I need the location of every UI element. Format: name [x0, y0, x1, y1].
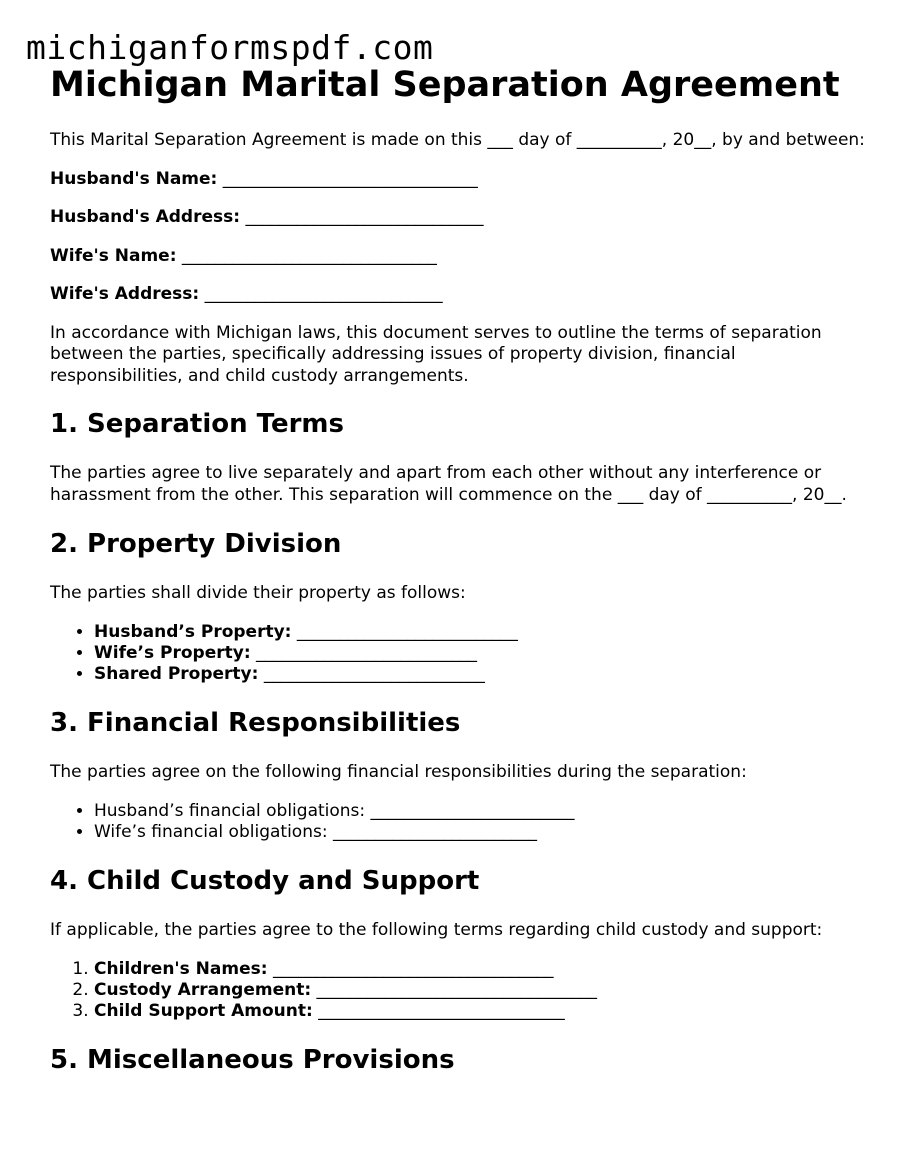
agreement-document [50, 62, 870, 1077]
property-division-text: The parties shall divide their property as follows: [50, 583, 466, 603]
purpose-paragraph: In accordance with Michigan laws, this document serves to outline the terms of separation between the parties, specifically addressing issues of property division, financial responsibilities, and child custody arrangements. [50, 322, 822, 386]
husband-name-field [50, 169, 870, 191]
custody-list [50, 959, 870, 1023]
document-title: Michigan Marital Separation Agreement [50, 65, 840, 105]
husband-property-blank[interactable]: __________________________ [296, 621, 518, 642]
intro-paragraph: This Marital Separation Agreement is made on this ___ day of __________, 20__, by and between: [50, 130, 865, 150]
section-heading-financial-responsibilities: 3. Financial Responsibilities [50, 708, 461, 739]
wife-name-field [50, 246, 870, 268]
item-label: Shared Property: [94, 663, 259, 684]
item-label: Custody Arrangement: [94, 979, 312, 1000]
field-label: Wife's Name: [50, 245, 177, 266]
item-label: Husband’s financial obligations: [94, 800, 366, 821]
field-label: Wife's Address: [50, 284, 200, 304]
list-item [94, 959, 870, 980]
item-label: Wife’s financial obligations: [94, 821, 328, 842]
item-label: Child Support Amount: [94, 1000, 313, 1021]
item-label: Husband’s Property: [94, 621, 292, 642]
section-heading-miscellaneous: 5. Miscellaneous Provisions [50, 1045, 455, 1076]
wife-name-blank[interactable]: ______________________________ [181, 245, 437, 266]
wife-property-blank[interactable]: __________________________ [256, 642, 478, 663]
husband-name-blank[interactable]: ______________________________ [222, 168, 478, 189]
section-heading-property-division: 2. Property Division [50, 529, 342, 559]
list-item [94, 664, 870, 685]
child-support-blank[interactable]: _____________________________ [318, 1000, 565, 1021]
wife-address-field [50, 284, 870, 306]
field-label: Husband's Name: [50, 168, 218, 189]
property-list [50, 622, 870, 686]
separation-terms-text: The parties agree to live separately and apart from each other without any interference or harassment from the other. This separation will commence on the ___ day of __________, 20__. [50, 463, 847, 505]
section-heading-child-custody: 4. Child Custody and Support [50, 866, 480, 897]
child-custody-text: If applicable, the parties agree to the following terms regarding child custody and support: [50, 920, 823, 941]
list-item [94, 801, 870, 822]
list-item [94, 622, 870, 643]
financial-list [50, 801, 870, 843]
husband-obligations-blank[interactable]: ________________________ [370, 800, 575, 821]
wife-address-blank[interactable]: ____________________________ [204, 284, 443, 304]
husband-address-blank[interactable]: ____________________________ [245, 207, 484, 227]
item-label: Wife’s Property: [94, 642, 251, 663]
list-item [94, 980, 870, 1001]
item-label: Children's Names: [94, 958, 268, 979]
field-label: Husband's Address: [50, 207, 241, 227]
site-watermark: michiganformspdf.com [26, 28, 434, 67]
section-heading-separation-terms: 1. Separation Terms [50, 409, 344, 439]
children-names-blank[interactable]: _________________________________ [272, 958, 554, 979]
list-item [94, 643, 870, 664]
shared-property-blank[interactable]: __________________________ [263, 663, 485, 684]
list-item [94, 1001, 870, 1022]
custody-arrangement-blank[interactable]: _________________________________ [316, 979, 598, 1000]
financial-responsibilities-text: The parties agree on the following financial responsibilities during the separation: [50, 762, 747, 783]
list-item [94, 822, 870, 843]
wife-obligations-blank[interactable]: ________________________ [332, 821, 537, 842]
husband-address-field [50, 207, 870, 229]
